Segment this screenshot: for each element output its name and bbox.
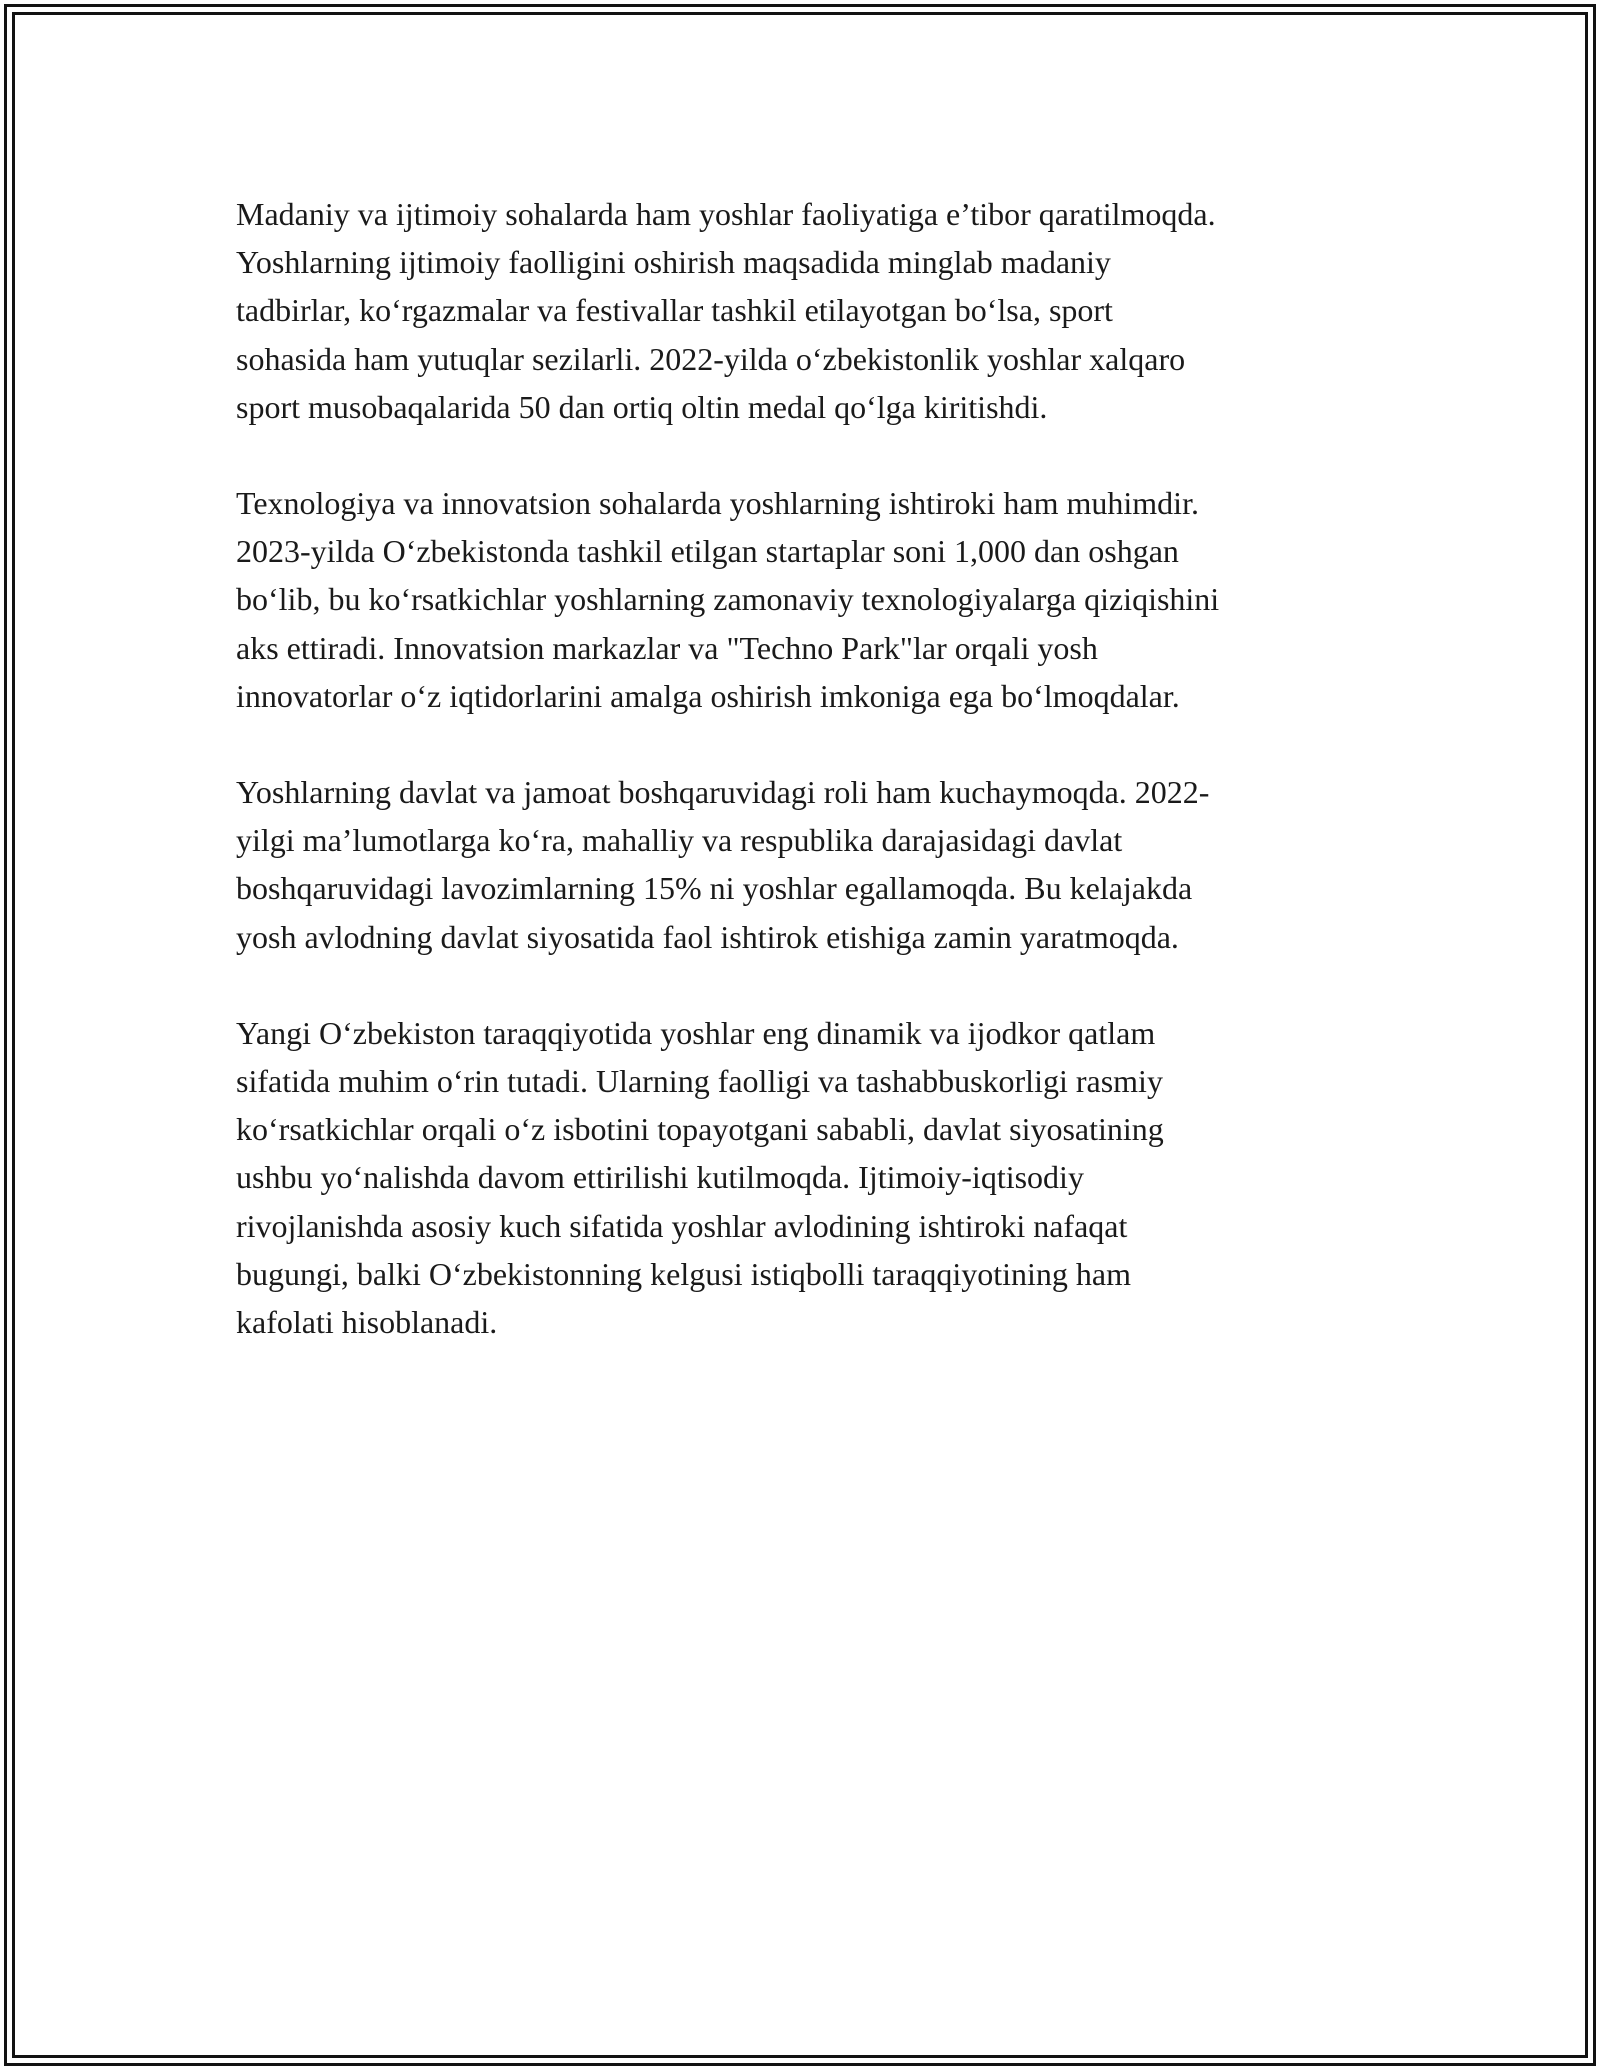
text-line: 2023-yilda O‘zbekistonda tashkil etilgan startaplar soni 1,000 dan oshgan	[236, 533, 1179, 570]
text-line: aks ettiradi. Innovatsion markazlar va "Techno Park"lar orqali yosh	[236, 629, 1098, 666]
text-line: Yoshlarning ijtimoiy faolligini oshirish maqsadida minglab madaniy	[236, 244, 1111, 281]
text-line: kafolati hisoblanadi.	[236, 1304, 498, 1341]
text-line: bo‘lib, bu ko‘rsatkichlar yoshlarning zamonaviy texnologiyalarga qiziqishini	[236, 581, 1220, 618]
paragraph-governance	[236, 768, 1376, 961]
text-line: ko‘rsatkichlar orqali o‘z isbotini topayotgani sababli, davlat siyosatining	[236, 1111, 1164, 1148]
paragraph-culture-sport	[236, 190, 1376, 431]
text-line: rivojlanishda asosiy kuch sifatida yoshlar avlodining ishtiroki nafaqat	[236, 1207, 1128, 1244]
text-line: bugungi, balki O‘zbekistonning kelgusi istiqbolli taraqqiyotining ham	[236, 1255, 1132, 1292]
text-line: sifatida muhim o‘rin tutadi. Ularning faolligi va tashabbuskorligi rasmiy	[236, 1063, 1163, 1100]
text-line: ushbu yo‘nalishda davom ettirilishi kutilmoqda. Ijtimoiy-iqtisodiy	[236, 1159, 1084, 1196]
text-line: sohasida ham yutuqlar sezilarli. 2022-yilda o‘zbekistonlik yoshlar xalqaro	[236, 340, 1186, 377]
text-line: innovatorlar o‘z iqtidorlarini amalga oshirish imkoniga ega bo‘lmoqdalar.	[236, 677, 1180, 714]
text-line: yilgi ma’lumotlarga ko‘ra, mahalliy va respublika darajasidagi davlat	[236, 822, 1123, 859]
text-line: Texnologiya va innovatsion sohalarda yoshlarning ishtiroki ham muhimdir.	[236, 485, 1199, 522]
paragraph-conclusion	[236, 1009, 1376, 1346]
text-line: sport musobaqalarida 50 dan ortiq oltin medal qo‘lga kiritishdi.	[236, 388, 1048, 425]
text-line: Yoshlarning davlat va jamoat boshqaruvidagi roli ham kuchaymoqda. 2022-	[236, 774, 1210, 811]
text-line: yosh avlodning davlat siyosatida faol ishtirok etishiga zamin yaratmoqda.	[236, 918, 1179, 955]
paragraph-technology	[236, 479, 1376, 720]
text-line: Madaniy va ijtimoiy sohalarda ham yoshlar faoliyatiga e’tibor qaratilmoqda.	[236, 196, 1216, 232]
text-line: tadbirlar, ko‘rgazmalar va festivallar tashkil etilayotgan bo‘lsa, sport	[236, 292, 1113, 329]
text-line: boshqaruvidagi lavozimlarning 15% ni yoshlar egallamoqda. Bu kelajakda	[236, 870, 1193, 907]
text-line: Yangi O‘zbekiston taraqqiyotida yoshlar eng dinamik va ijodkor qatlam	[236, 1014, 1156, 1051]
document-body	[236, 190, 1376, 1394]
